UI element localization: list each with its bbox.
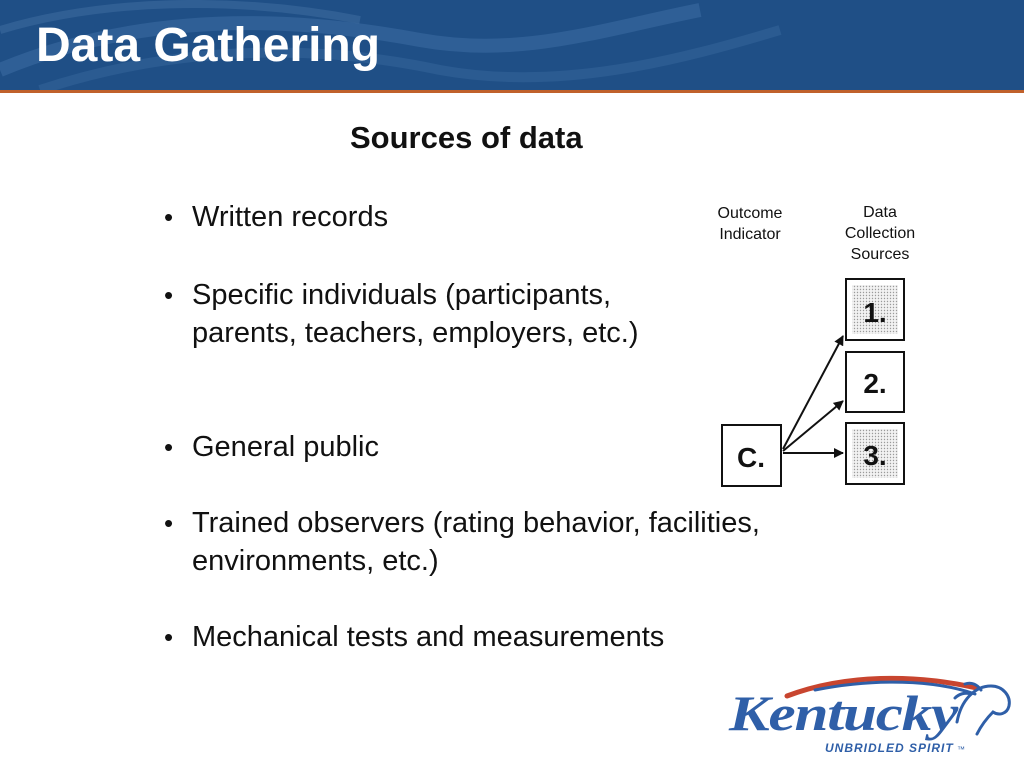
data-sources-header-line3: Sources: [850, 246, 910, 263]
logo-wordmark: Kentucky: [727, 685, 960, 741]
slide-subtitle: Sources of data: [350, 120, 583, 155]
list-item: • General public: [160, 428, 379, 466]
list-item: • Mechanical tests and measurements: [160, 618, 792, 656]
arrow-to-1: [783, 336, 843, 449]
list-item: • Trained observers (rating behavior, facilities, environments, etc.): [160, 504, 792, 580]
list-item: • Written records: [160, 198, 388, 236]
data-sources-header-line1: Data: [863, 204, 897, 221]
outcome-indicator-header-line2: Indicator: [719, 226, 781, 243]
logo-trademark: ™: [957, 745, 965, 754]
indicator-box: [722, 425, 781, 486]
source-box-1-label: 1.: [863, 297, 887, 328]
kentucky-logo: [725, 672, 1015, 758]
source-box-3: [846, 423, 904, 484]
list-item: • Specific individuals (participants, parents, teachers, employers, etc.): [160, 276, 692, 352]
outcome-indicator-header-line1: Outcome: [717, 205, 783, 222]
source-box-2-label: 2.: [863, 368, 887, 399]
source-box-1: [846, 279, 904, 340]
arrow-to-2: [783, 401, 843, 451]
data-sources-diagram: [700, 195, 930, 495]
source-box-3-label: 3.: [863, 440, 887, 471]
indicator-box-label: C.: [737, 442, 765, 473]
logo-tagline: UNBRIDLED SPIRIT: [825, 741, 954, 755]
slide-title: Data Gathering: [36, 19, 381, 72]
slide-header: [0, 0, 1024, 90]
data-sources-header-line2: Collection: [844, 225, 916, 242]
source-box-2: [846, 352, 904, 412]
header-rule: [0, 90, 1024, 93]
